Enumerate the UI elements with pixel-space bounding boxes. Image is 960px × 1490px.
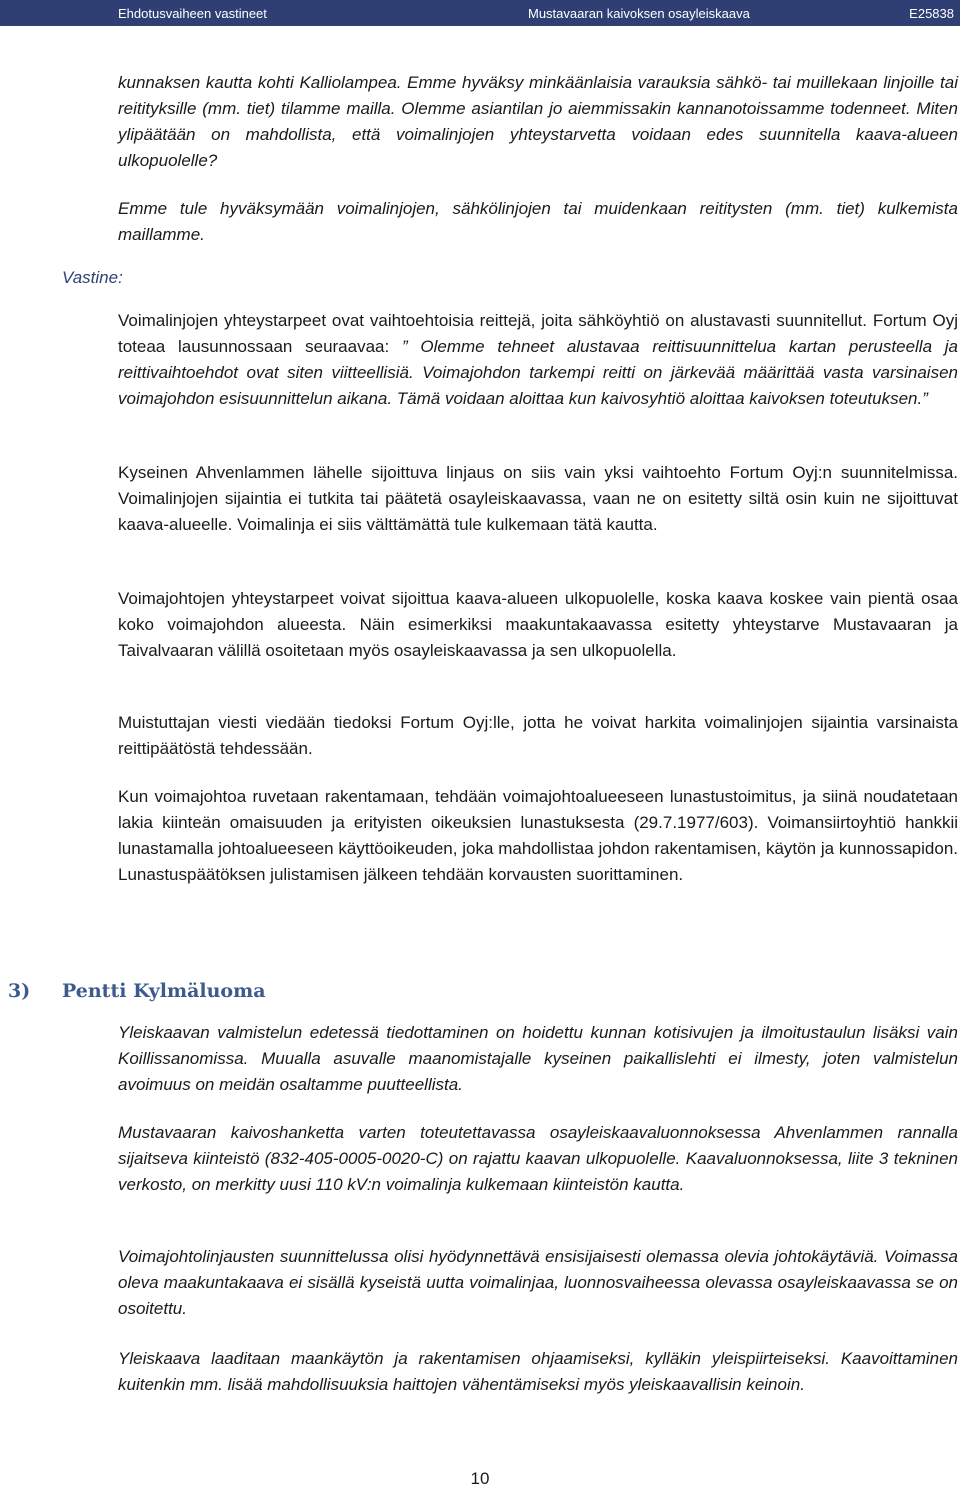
- page-number: 10: [470, 1469, 490, 1488]
- header-plan-name: Mustavaaran kaivoksen osayleiskaava: [528, 6, 750, 21]
- header-document-title: Ehdotusvaiheen vastineet: [118, 6, 267, 21]
- response-paragraph-5: Kun voimajohtoa ruvetaan rakentamaan, tehdään voimajohtoalueeseen lunastustoimitus, ja siinä noudatetaan lakia kiinteän omaisuuden ja erityisten oikeuksien lunastuksesta (29.7.1977/603). Voimansiirtoyhtiö hankkii lunastamalla johtoalueeseen käyttöoikeuden, joka mahdollistaa johdon rakentamisen, käytön ja kunnossapidon. Lunastuspäätöksen julistamisen jälkeen tehdään korvausten suorittaminen.: [118, 787, 958, 884]
- section-heading: [8, 980, 266, 1002]
- response-label: Vastine:: [62, 268, 123, 287]
- objection-paragraph-4: Yleiskaava laaditaan maankäytön ja rakentamisen ohjaamiseksi, kylläkin yleispiirteiseksi. Kaavoittaminen kuitenkin mm. lisää mahdollisuuksia haittojen vähentämiseksi myös yleiskaavallisin keinoin.: [118, 1349, 958, 1394]
- page-header: [0, 0, 960, 26]
- response-paragraph-4: Muistuttajan viesti viedään tiedoksi Fortum Oyj:lle, jotta he voivat harkita voimalinjojen sijaintia varsinaista reittipäätöstä tehdessään.: [118, 713, 958, 758]
- objection-paragraph-3: Voimajohtolinjausten suunnittelussa olisi hyödynnettävä ensisijaisesti olemassa olevia johtokäytäviä. Voimassa oleva maakuntakaava ei sisällä kyseistä uutta voimalinjaa, luonnosvaiheessa olevassa osayleiskaavassa se on osoitettu.: [118, 1247, 958, 1318]
- response-paragraph-2: Kyseinen Ahvenlammen lähelle sijoittuva linjaus on siis vain yksi vaihtoehto Fortum Oyj:n suunnitelmissa. Voimalinjojen sijaintia ei tutkita tai päätetä osayleiskaavassa, vaan ne on esitetty siltä osin kuin ne sijoittuvat kaava-alueelle. Voimalinja ei siis välttämättä tule kulkemaan tätä kautta.: [118, 463, 958, 534]
- response-text: Voimalinjojen yhteystarpeet ovat vaihtoehtoisia reittejä, joita sähköyhtiö on alustavasti suunnitellut. Fortum Oyj toteaa lausunnossaan seuraavaa:: [118, 311, 958, 356]
- response-paragraph-3: Voimajohtojen yhteystarpeet voivat sijoittua kaava-alueen ulkopuolelle, koska kaava koskee vain pientä osaa koko voimajohdon alueesta. Näin esimerkiksi maakuntakaavassa esitetty yhteystarve Mustavaaran ja Taivalvaaran välillä osoitetaan myös osayleiskaavassa ja sen ulkopuolella.: [118, 589, 958, 660]
- quoted-objection-paragraph-2: Emme tule hyväksymään voimalinjojen, sähkölinjojen tai muidenkaan reititysten (mm. tiet) kulkemista maillamme.: [118, 199, 958, 244]
- section-title: Pentti Kylmäluoma: [62, 980, 266, 1002]
- response-paragraph-1: [118, 308, 958, 412]
- fortum-quote: ” Olemme tehneet alustavaa reittisuunnittelua kartan perusteella ja reittivaihtoehdot ovat siten viitteellisiä. Voimajohdon tarkempi reitti on järkevää määrittää vasta varsinaisen voimajohdon esisuunnittelun aikana. Tämä voidaan aloittaa kun kaivosyhtiö aloittaa kaivoksen toteutuksen.”: [118, 337, 959, 408]
- quoted-objection-paragraph: kunnaksen kautta kohti Kalliolampea. Emme hyväksy minkäänlaisia varauksia sähkö- tai muillekaan linjoille tai reitityksille (mm. tiet) tilamme mailla. Olemme asiantilan jo aiemmissakin kannanotoissamme todenneet. Miten ylipäätään on mahdollista, että voimalinjojen yhteystarvetta voidaan edes suunnitella kaava-alueen ulkopuolelle?: [118, 73, 958, 170]
- header-project-code: E25838: [909, 6, 954, 21]
- objection-paragraph-2: Mustavaaran kaivoshanketta varten toteutettavassa osayleiskaavaluonnoksessa Ahvenlammen rannalla sijaitseva kiinteistö (832-405-0005-0020-C) on rajattu kaavan ulkopuolelle. Kaavaluonnoksessa, liite 3 tekninen verkosto, on merkitty uusi 110 kV:n voimalinja kulkemaan kiinteistön kautta.: [118, 1123, 958, 1194]
- objection-paragraph-1: Yleiskaavan valmistelun edetessä tiedottaminen on hoidettu kunnan kotisivujen ja ilmoitustaulun lisäksi vain Koillissanomissa. Muualla asuvalle maanomistajalle kyseinen paikallislehti ei ilmesty, joten valmistelun avoimuus on meidän osaltamme puutteellista.: [118, 1023, 958, 1094]
- section-number: 3): [8, 980, 31, 1002]
